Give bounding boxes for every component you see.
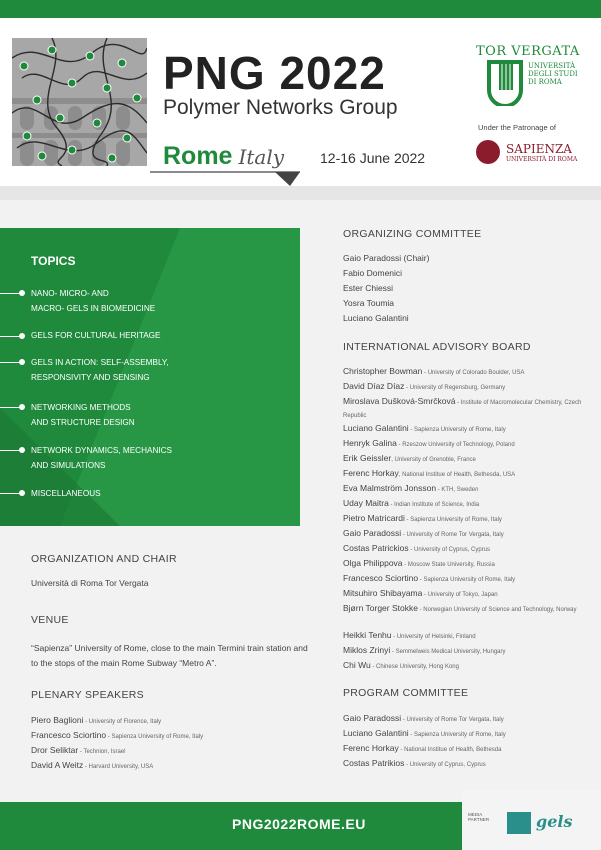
- gels-journal-icon: [507, 812, 531, 834]
- sapienza-logo-subtitle: UNIVERSITÀ DI ROMA: [506, 156, 578, 163]
- topic-item: [31, 486, 101, 501]
- venue-text: “Sapienza” University of Rome, close to the main Termini train station and to the stops of the main Rome Subway “Metro A”.: [31, 643, 308, 668]
- member-affiliation: - University of Colorado Boulder, USA: [422, 370, 525, 376]
- top-bar: [0, 0, 601, 18]
- header-divider-line: [150, 168, 300, 188]
- topic-line: GELS FOR CULTURAL HERITAGE: [31, 331, 161, 340]
- website-link[interactable]: PNG2022ROME.EU: [232, 816, 366, 832]
- advisory-member: [343, 645, 506, 655]
- topic-item: [31, 443, 172, 473]
- advisory-member: [343, 588, 498, 598]
- member-affiliation: - Semmelweis Medical University, Hungary: [390, 649, 506, 655]
- topic-line: NETWORKING METHODS: [31, 403, 131, 412]
- member-name: Erik Geissler: [343, 453, 392, 463]
- topic-line: MACRO- GELS IN BIOMEDICINE: [31, 304, 156, 313]
- speaker-affiliation: - Technion, Israel: [78, 749, 126, 755]
- organization-heading: ORGANIZATION AND CHAIR: [31, 553, 177, 565]
- advisory-member: [343, 366, 524, 376]
- speaker-affiliation: - Sapienza University of Rome, Italy: [106, 734, 204, 740]
- advisory-member: [343, 468, 515, 478]
- member-name: Henryk Galina: [343, 438, 397, 448]
- venue-heading: VENUE: [31, 614, 69, 626]
- member-affiliation: - Indian Institute of Science, India: [388, 502, 480, 508]
- speaker-affiliation: - University of Florence, Italy: [83, 719, 162, 725]
- topics-heading: TOPICS: [31, 254, 76, 268]
- member-name: Gaio Paradossi: [343, 528, 402, 538]
- topic-line: GELS IN ACTION: SELF-ASSEMBLY,: [31, 358, 169, 367]
- program-member: [343, 728, 506, 738]
- advisory-member: [343, 423, 506, 433]
- member-name: Chi Wu: [343, 660, 371, 670]
- member-affiliation: - University of Cyprus, Cyprus: [404, 762, 486, 768]
- member-affiliation: - University of Rome Tor Vergata, Italy: [401, 717, 504, 723]
- sapienza-seal-icon: [476, 140, 500, 164]
- organization-text: Università di Roma Tor Vergata: [31, 578, 149, 588]
- advisory-member: [343, 438, 515, 448]
- plenary-speaker: [31, 715, 161, 725]
- advisory-member: [343, 543, 490, 553]
- member-name: Ferenc Horkay: [343, 743, 399, 753]
- organizing-heading: ORGANIZING COMMITTEE: [343, 228, 482, 240]
- speaker-name: Piero Baglioni: [31, 715, 84, 725]
- member-name: Francesco Sciortino: [343, 573, 419, 583]
- member-affiliation: - University of Helsinki, Finland: [391, 634, 476, 640]
- event-location: [163, 142, 284, 171]
- topic-bullet: [0, 407, 23, 408]
- organizing-member: Fabio Domenici: [343, 268, 403, 278]
- topic-item: [31, 400, 135, 430]
- member-affiliation: - University of Rome Tor Vergata, Italy: [401, 532, 504, 538]
- advisory-member: [343, 660, 459, 670]
- header-stripe: [0, 186, 601, 200]
- plenary-speaker: [31, 745, 125, 755]
- member-affiliation: - Moscow State University, Russia: [402, 562, 495, 568]
- speaker-affiliation: - Harvard University, USA: [83, 764, 154, 770]
- member-name: Bjørn Torger Stokke: [343, 603, 418, 613]
- member-affiliation: - National Institue of Health, Bethesda: [398, 747, 502, 753]
- program-member: [343, 758, 486, 768]
- sapienza-logo-text: SAPIENZA: [506, 142, 572, 156]
- advisory-member: [343, 558, 495, 568]
- topic-line: AND SIMULATIONS: [31, 461, 106, 470]
- plenary-speaker: [31, 730, 203, 740]
- member-name: Miroslava Dušková-Smrčková: [343, 396, 456, 406]
- member-affiliation: - Sapienza University of Rome, Italy: [408, 732, 506, 738]
- advisory-member: [343, 381, 505, 391]
- organizing-member: Ester Chiessi: [343, 283, 394, 293]
- member-name: Luciano Galantini: [343, 728, 409, 738]
- member-name: Mitsuhiro Shibayama: [343, 588, 423, 598]
- speaker-name: David A Weitz: [31, 760, 84, 770]
- member-name: Luciano Galantini: [343, 423, 409, 433]
- member-name: Olga Philippova: [343, 558, 403, 568]
- tor-vergata-logo-icon: [487, 60, 523, 106]
- advisory-heading: INTERNATIONAL ADVISORY BOARD: [343, 341, 531, 353]
- advisory-member: [343, 630, 476, 640]
- topic-line: AND STRUCTURE DESIGN: [31, 418, 135, 427]
- member-affiliation: - Institute of Macromolecular Chemistry, Czech Republic: [343, 400, 582, 419]
- member-name: David Díaz Díaz: [343, 381, 405, 391]
- topic-bullet: [0, 493, 23, 494]
- member-name: Heikki Tenhu: [343, 630, 392, 640]
- plenary-heading: PLENARY SPEAKERS: [31, 689, 144, 701]
- topic-line: MISCELLANEOUS: [31, 489, 101, 498]
- member-affiliation: - Sapienza University of Rome, Italy: [418, 577, 516, 583]
- topic-bullet: [0, 450, 23, 451]
- media-partner-label: MEDIA PARTNER: [468, 812, 490, 822]
- advisory-member: [343, 498, 479, 508]
- speaker-name: Dror Seliktar: [31, 745, 79, 755]
- advisory-member: [343, 603, 593, 616]
- organizing-member: Gaio Paradossi (Chair): [343, 253, 430, 263]
- country-name: Italy: [238, 145, 285, 169]
- event-dates: 12-16 June 2022: [320, 150, 426, 166]
- member-name: Ferenc Horkay: [343, 468, 399, 478]
- program-member: [343, 713, 504, 723]
- advisory-member: [343, 483, 478, 493]
- member-name: Costas Patrikios: [343, 758, 405, 768]
- topic-item: [31, 286, 155, 316]
- page-subtitle: Polymer Networks Group: [163, 96, 398, 119]
- member-name: Costas Patrickios: [343, 543, 409, 553]
- advisory-member: [343, 573, 515, 583]
- advisory-member: [343, 528, 504, 538]
- organizing-member: Yosra Toumia: [343, 298, 395, 308]
- plenary-speaker: [31, 760, 153, 770]
- topic-line: NETWORK DYNAMICS, MECHANICS: [31, 446, 173, 455]
- advisory-member: [343, 513, 502, 523]
- patronage-label: Under the Patronage of: [478, 123, 556, 132]
- member-name: Eva Malmström Jonsson: [343, 483, 437, 493]
- member-affiliation: - University of Cyprus, Cyprus: [408, 547, 491, 553]
- organizing-member: Luciano Galantini: [343, 313, 409, 323]
- member-affiliation: - University of Regensburg, Germany: [404, 385, 506, 391]
- member-affiliation: - University of Tokyo, Japan: [422, 592, 498, 598]
- tor-vergata-logo-subtitle: UNIVERSITÀ DEGLI STUDI DI ROMA: [528, 62, 578, 86]
- topic-line: NANO- MICRO- AND: [31, 289, 109, 298]
- topic-bullet: [0, 293, 23, 294]
- member-affiliation: - Rzeszow University of Technology, Poland: [396, 442, 515, 448]
- speaker-name: Francesco Sciortino: [31, 730, 107, 740]
- topic-item: [31, 328, 161, 343]
- topic-line: RESPONSIVITY AND SENSING: [31, 373, 150, 382]
- member-affiliation: , University of Grenoble, France: [391, 457, 476, 463]
- topic-bullet: [0, 336, 23, 337]
- member-name: Uday Maitra: [343, 498, 389, 508]
- member-affiliation: - Sapienza University of Rome, Italy: [404, 517, 502, 523]
- member-affiliation: - Sapienza University of Rome, Italy: [408, 427, 506, 433]
- member-name: Miklos Zrinyi: [343, 645, 391, 655]
- advisory-member: [343, 396, 593, 422]
- gels-journal-logo: gels: [536, 812, 573, 831]
- advisory-member: [343, 453, 476, 463]
- member-affiliation: - Chinese University, Hong Kong: [370, 664, 459, 670]
- program-heading: PROGRAM COMMITTEE: [343, 687, 469, 699]
- program-member: [343, 743, 501, 753]
- page-title: PNG 2022: [163, 47, 386, 99]
- topic-bullet: [0, 362, 23, 363]
- member-name: Christopher Bowman: [343, 366, 423, 376]
- member-affiliation: , National Institue of Health, Bethesda, USA: [398, 472, 516, 478]
- member-name: Pietro Matricardi: [343, 513, 405, 523]
- member-affiliation: - Norwegian University of Science and Technology, Norway: [417, 607, 577, 613]
- member-affiliation: - KTH, Sweden: [436, 487, 479, 493]
- topic-item: [31, 355, 169, 385]
- member-name: Gaio Paradossi: [343, 713, 402, 723]
- city-name: Rome: [163, 142, 233, 170]
- tor-vergata-logo-text: TOR VERGATA: [476, 44, 580, 59]
- colosseum-network-image: [12, 38, 147, 166]
